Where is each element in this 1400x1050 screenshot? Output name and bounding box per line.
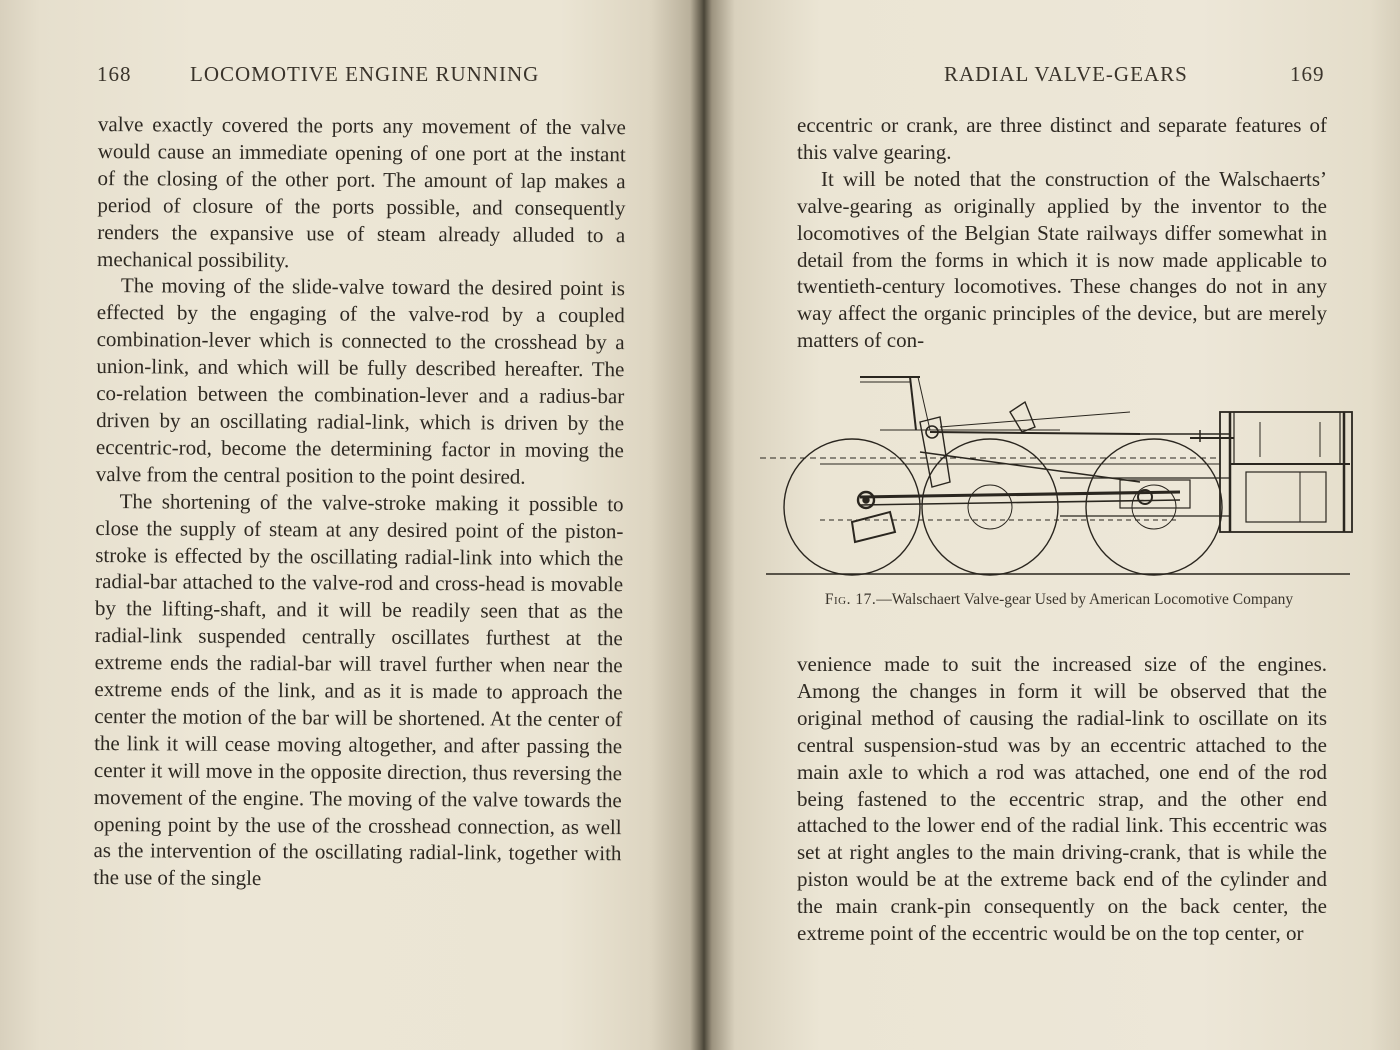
- paragraph: The moving of the slide-valve toward the desired point is effected by the engaging of the valve-rod by a coupled combination-lever which is connected to the crosshead by a union-link, and which will be fully described hereafter. The co-relation between the combination-lever and a radius-bar driven by an oscillating radial-link, which is driven by the eccentric-rod, become the determining factor in moving the valve from the central position to the point desired.: [95, 273, 625, 489]
- running-title: RADIAL VALVE-GEARS: [944, 62, 1188, 86]
- right-body-text-bottom: [797, 651, 1327, 947]
- valve-gear-illustration: [760, 372, 1354, 580]
- paragraph: It will be noted that the construction of the Walschaerts’ valve-gearing as originally applied by the inventor to the locomotives of the Belgian State railways differ somewhat in detail from the forms in which it is now made applicable to twentieth-century locomotives. These changes do not in any way affect the organic principles of the device, but are merely matters of con-: [797, 166, 1327, 353]
- right-page: [704, 0, 1400, 1050]
- figure-label: Fig. 17.: [824, 591, 877, 608]
- paragraph: venience made to suit the increased size of the engines. Among the changes in form it will be observed that the original method of causing the radial-link to oscillate on its central suspension-stud was by an eccentric attached to the main axle to which a rod was attached, one end of the rod being fastened to the eccentric strap, and the other end attached to the lower end of the radial link. This eccentric was set at right angles to the main driving-crank, that is while the piston would be at the extreme back end of the cylinder and the main crank-pin consequently on the back center, the extreme point of the eccentric would be on the top center, or: [797, 652, 1327, 946]
- left-body-text: [93, 111, 626, 894]
- page-number: 168: [97, 62, 132, 86]
- right-body-text-top: [797, 112, 1327, 354]
- paragraph: The shortening of the valve-stroke making it possible to close the supply of steam at any desired point of the piston-stroke is effected by the oscillating radial-link into which the radial-bar attached to the valve-rod and cross-head is movable by the lifting-shaft, and it will be readily seen that as the radial-link suspended centrally oscillates furthest at the extreme ends the radial-bar will travel further when near the extreme ends of the link, and as it is made to approach the center the motion of the bar will be shortened. At the center of the link it will cease moving altogether, and after passing the center it will move in the opposite direction, thus reversing the movement of the engine. The moving of the valve towards the opening point by the use of the crosshead connection, as well as the intervention of the oscillating radial-link, together with the use of the single: [93, 488, 624, 891]
- paragraph: eccentric or crank, are three distinct and separate features of this valve gearing.: [797, 113, 1327, 164]
- figure-caption-text: —Walschaert Valve-gear Used by American Locomotive Company: [876, 591, 1294, 608]
- running-title: LOCOMOTIVE ENGINE RUNNING: [190, 62, 540, 86]
- page-number: 169: [1290, 62, 1325, 86]
- paragraph: valve exactly covered the ports any movement of the valve would cause an immediate opening of one port at the instant of the closing of the other port. The amount of lap makes a period of closure of the ports possible, and consequently renders the expansive use of steam already alluded to a mechanical possibility.: [97, 111, 626, 272]
- figure-caption: [784, 590, 1334, 610]
